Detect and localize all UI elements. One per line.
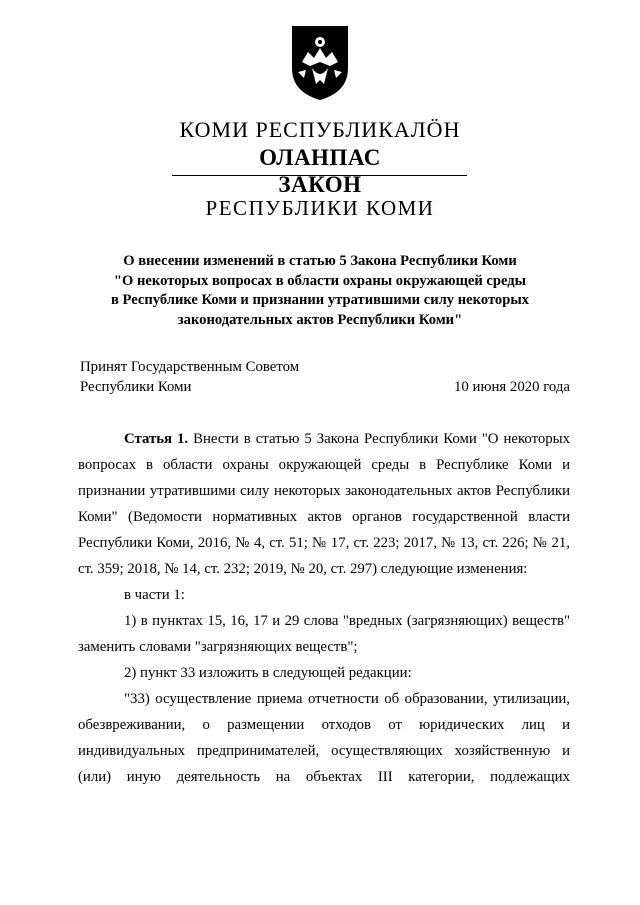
komi-republic-name: КОМИ РЕСПУБЛИКАЛӦН xyxy=(179,117,461,142)
article-1 xyxy=(78,426,570,582)
komi-law-label: ОЛАНПАС xyxy=(259,145,381,170)
adopted-by-line1: Принят Государственным Советом xyxy=(80,359,300,375)
law-title-line: законодательных актов Республики Коми" xyxy=(177,311,463,328)
law-body xyxy=(78,426,570,790)
item-1: 1) в пунктах 15, 16, 17 и 29 слова "вредных (загрязняющих) веществ" заменить словами "загрязняющих веществ"; xyxy=(78,613,570,655)
republic-name: РЕСПУБЛИКИ КОМИ xyxy=(205,196,435,220)
article-1-text: Внести в статью 5 Закона Республики Коми "О некоторых вопросах в области охраны окружающей среды в Республике Коми и признании утратившими силу некоторых законодательных актов Республики Коми" (Ведомости нормативных актов органов государственной власти Республики Коми, 2016, № 4, ст. 51; № 17, ст. 223; 2017, № 13, ст. 226; № 21, ст. 359; 2018, № 14, ст. 232; 2019, № 20, ст. 297) следующие изменения: xyxy=(78,431,570,577)
law-title xyxy=(60,252,580,330)
item-2: 2) пункт 33 изложить в следующей редакции: xyxy=(124,665,412,681)
item-33: "33) осуществление приема отчетности об образовании, утилизации, обезвреживании, о размещении отходов от юридических лиц и индивидуальных предпринимателей, осуществляющих хозяйственную и (или) иную деятельность на объектах III категории, подлежащих xyxy=(78,691,570,785)
part-1-label: в части 1: xyxy=(124,587,185,603)
adopted-by-line2: Республики Коми xyxy=(80,379,192,395)
law-title-line: О внесении изменений в статью 5 Закона Республики Коми xyxy=(123,253,517,269)
adoption-date: 10 июня 2020 года xyxy=(454,379,570,395)
adoption-block xyxy=(80,357,570,397)
coat-of-arms-icon xyxy=(288,22,352,102)
article-1-label: Статья 1. xyxy=(124,431,189,447)
law-title-line: в Республике Коми и признании утратившими силу некоторых xyxy=(110,292,530,308)
law-label: ЗАКОН xyxy=(278,172,362,197)
law-title-line: "О некоторых вопросах в области охраны окружающей среды xyxy=(113,272,527,289)
